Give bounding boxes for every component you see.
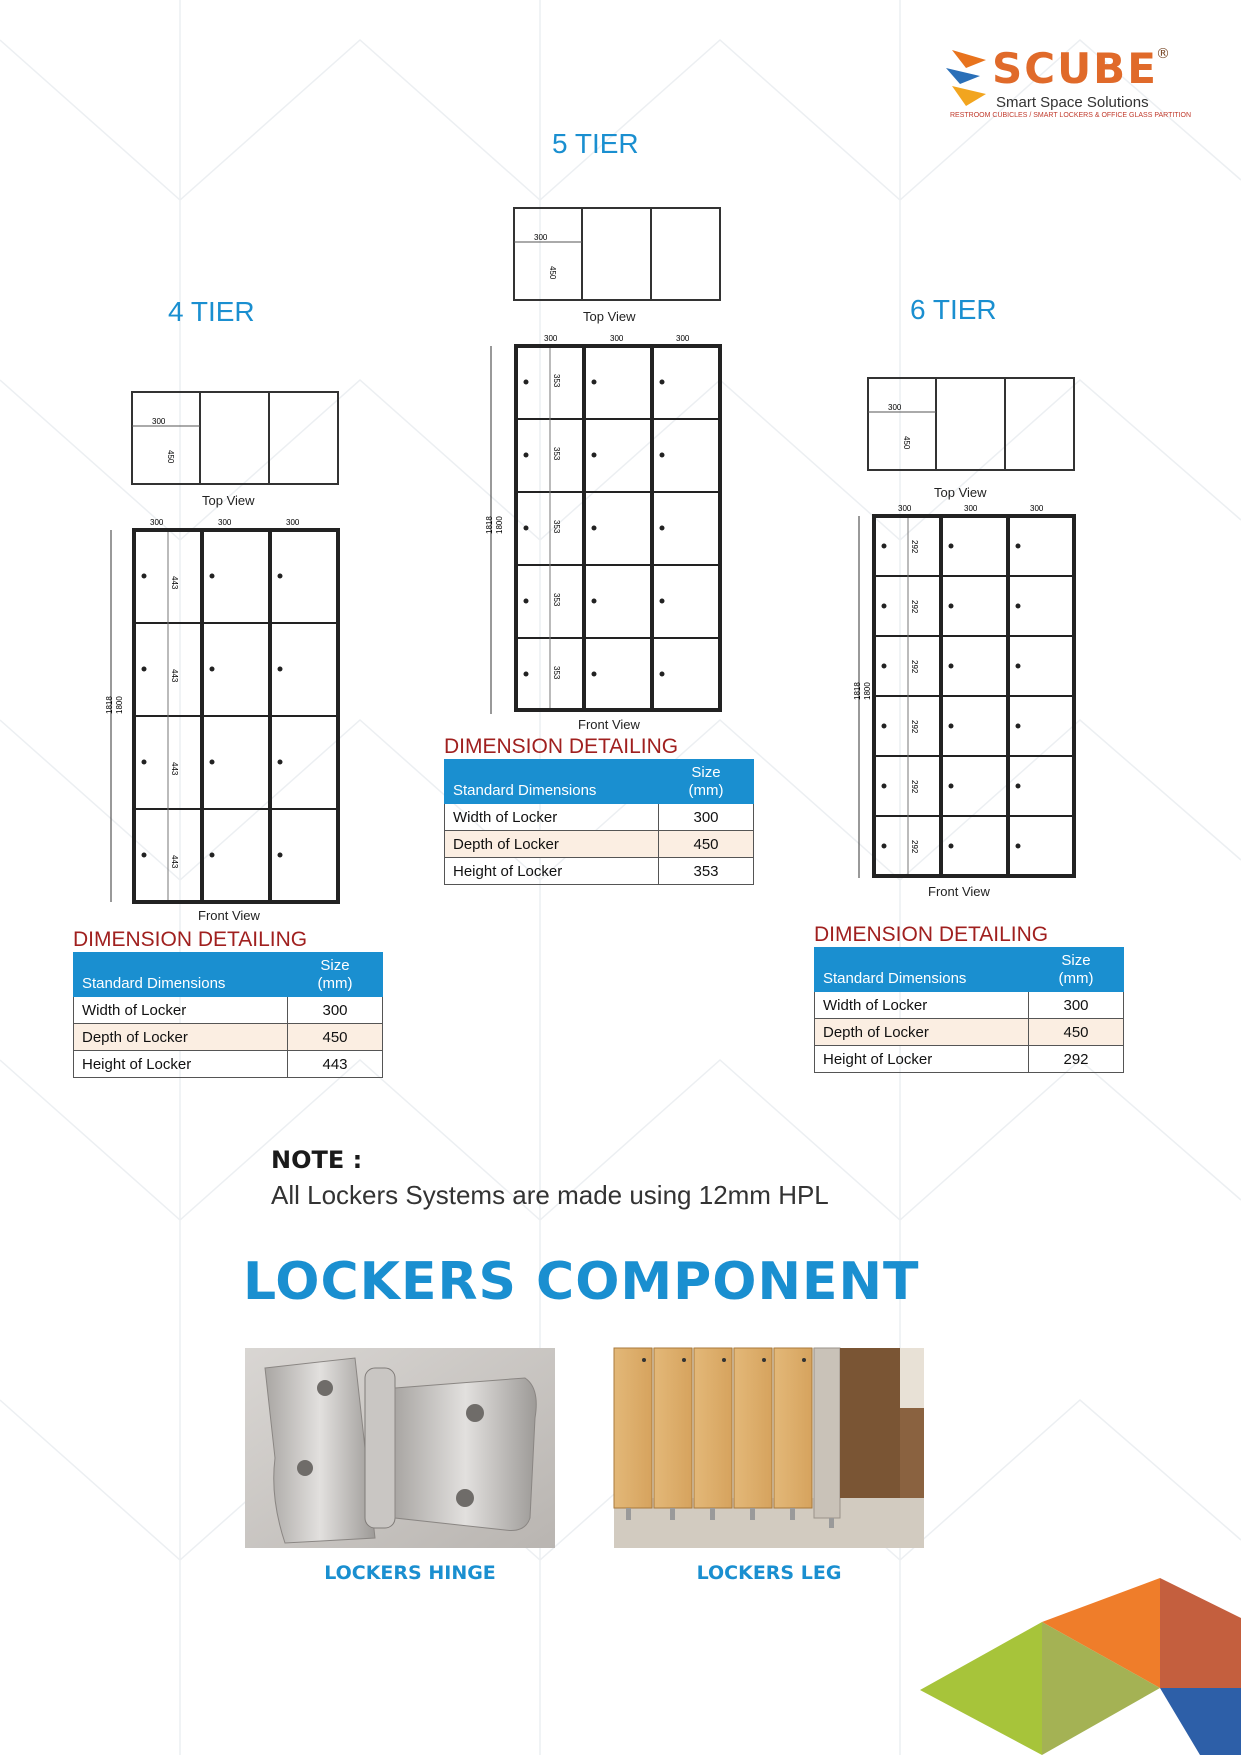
row-height-4-c: 443 — [170, 762, 179, 776]
front-view-5-tier — [485, 334, 728, 716]
dimension-table-6 — [814, 947, 1124, 1073]
col-width-5-c: 300 — [676, 334, 690, 343]
top-dim-width-4: 300 — [152, 417, 166, 426]
components-title: LOCKERS COMPONENT — [243, 1252, 920, 1312]
table-row: Width of Locker 300 — [74, 997, 383, 1024]
col-width-5-b: 300 — [610, 334, 624, 343]
note-title: NOTE : — [271, 1146, 363, 1174]
tier-title-4: 4 TIER — [168, 296, 255, 327]
note-text: All Lockers Systems are made using 12mm HPL — [271, 1180, 829, 1210]
dimension-heading-4: DIMENSION DETAILING — [73, 928, 308, 951]
top-dim-width-6: 300 — [888, 403, 902, 412]
total-height-4-b: 1800 — [115, 696, 124, 714]
row-height-6-e: 292 — [910, 780, 919, 794]
table-row: Height of Locker 353 — [445, 858, 754, 885]
corner-decoration — [920, 1578, 1241, 1755]
table-row: Height of Locker 292 — [815, 1046, 1124, 1073]
dimension-table-4 — [73, 952, 383, 1078]
row-height-5-d: 353 — [552, 593, 561, 607]
row-height-4-b: 443 — [170, 669, 179, 683]
row-height-4-d: 443 — [170, 855, 179, 869]
total-height-6-a: 1818 — [853, 682, 862, 700]
logo-subline: RESTROOM CUBICLES / SMART LOCKERS & OFFICE GLASS PARTITION — [950, 112, 1192, 119]
table-row: Width of Locker 300 — [445, 804, 754, 831]
table-header-size: Size (mm) — [288, 953, 383, 997]
component-label-leg: LOCKERS LEG — [696, 1562, 842, 1584]
component-label-hinge: LOCKERS HINGE — [324, 1562, 496, 1584]
total-height-4-a: 1818 — [105, 696, 114, 714]
table-header-size: Size (mm) — [659, 760, 754, 804]
row-height-6-a: 292 — [910, 540, 919, 554]
col-width-6-c: 300 — [1030, 504, 1044, 513]
table-row: Depth of Locker 450 — [815, 1019, 1124, 1046]
top-view-label-5: Top View — [583, 309, 636, 324]
row-height-5-b: 353 — [552, 447, 561, 461]
row-height-6-b: 292 — [910, 600, 919, 614]
dimension-heading-5: DIMENSION DETAILING — [444, 735, 679, 758]
top-dim-depth-4: 450 — [166, 450, 175, 464]
total-height-5-b: 1800 — [495, 516, 504, 534]
row-height-5-e: 353 — [552, 666, 561, 680]
dimension-table-5 — [444, 759, 754, 885]
scube-logo-icon — [946, 50, 986, 106]
top-dim-depth-6: 450 — [902, 436, 911, 450]
logo-brand: SCUBE — [992, 44, 1158, 93]
logo-registered: ® — [1156, 46, 1170, 62]
col-width-4-c: 300 — [286, 518, 300, 527]
row-height-6-f: 292 — [910, 840, 919, 854]
table-row: Depth of Locker 450 — [445, 831, 754, 858]
table-row: Depth of Locker 450 — [74, 1024, 383, 1051]
table-header-size: Size (mm) — [1029, 948, 1124, 992]
front-view-label-5: Front View — [578, 717, 640, 732]
table-row: Height of Locker 443 — [74, 1051, 383, 1078]
top-dim-width-5: 300 — [534, 233, 548, 242]
front-view-6-tier — [842, 504, 1082, 880]
front-view-4-tier — [105, 518, 348, 908]
table-header-label: Standard Dimensions — [815, 948, 1029, 992]
row-height-6-d: 292 — [910, 720, 919, 734]
row-height-4-a: 443 — [170, 576, 179, 590]
col-width-4-a: 300 — [150, 518, 164, 527]
table-header-label: Standard Dimensions — [74, 953, 288, 997]
top-view-6-tier — [864, 374, 1080, 478]
row-height-6-c: 292 — [910, 660, 919, 674]
col-width-5-a: 300 — [544, 334, 558, 343]
locker-leg-photo — [614, 1348, 924, 1548]
front-view-label-6: Front View — [928, 884, 990, 899]
col-width-6-a: 300 — [898, 504, 912, 513]
top-view-label-6: Top View — [934, 485, 987, 500]
row-height-5-c: 353 — [552, 520, 561, 534]
top-view-4-tier — [128, 388, 344, 492]
tier-title-6: 6 TIER — [910, 294, 997, 325]
table-row: Width of Locker 300 — [815, 992, 1124, 1019]
table-header-label: Standard Dimensions — [445, 760, 659, 804]
front-view-label-4: Front View — [198, 908, 260, 923]
total-height-6-b: 1800 — [863, 682, 872, 700]
col-width-6-b: 300 — [964, 504, 978, 513]
logo-tagline: Smart Space Solutions — [996, 94, 1149, 111]
top-dim-depth-5: 450 — [548, 266, 557, 280]
hinge-photo — [245, 1348, 555, 1548]
total-height-5-a: 1818 — [485, 516, 494, 534]
col-width-4-b: 300 — [218, 518, 232, 527]
dimension-heading-6: DIMENSION DETAILING — [814, 923, 1049, 946]
row-height-5-a: 353 — [552, 374, 561, 388]
top-view-5-tier — [510, 204, 726, 308]
tier-title-5: 5 TIER — [552, 128, 639, 159]
top-view-label-4: Top View — [202, 493, 255, 508]
